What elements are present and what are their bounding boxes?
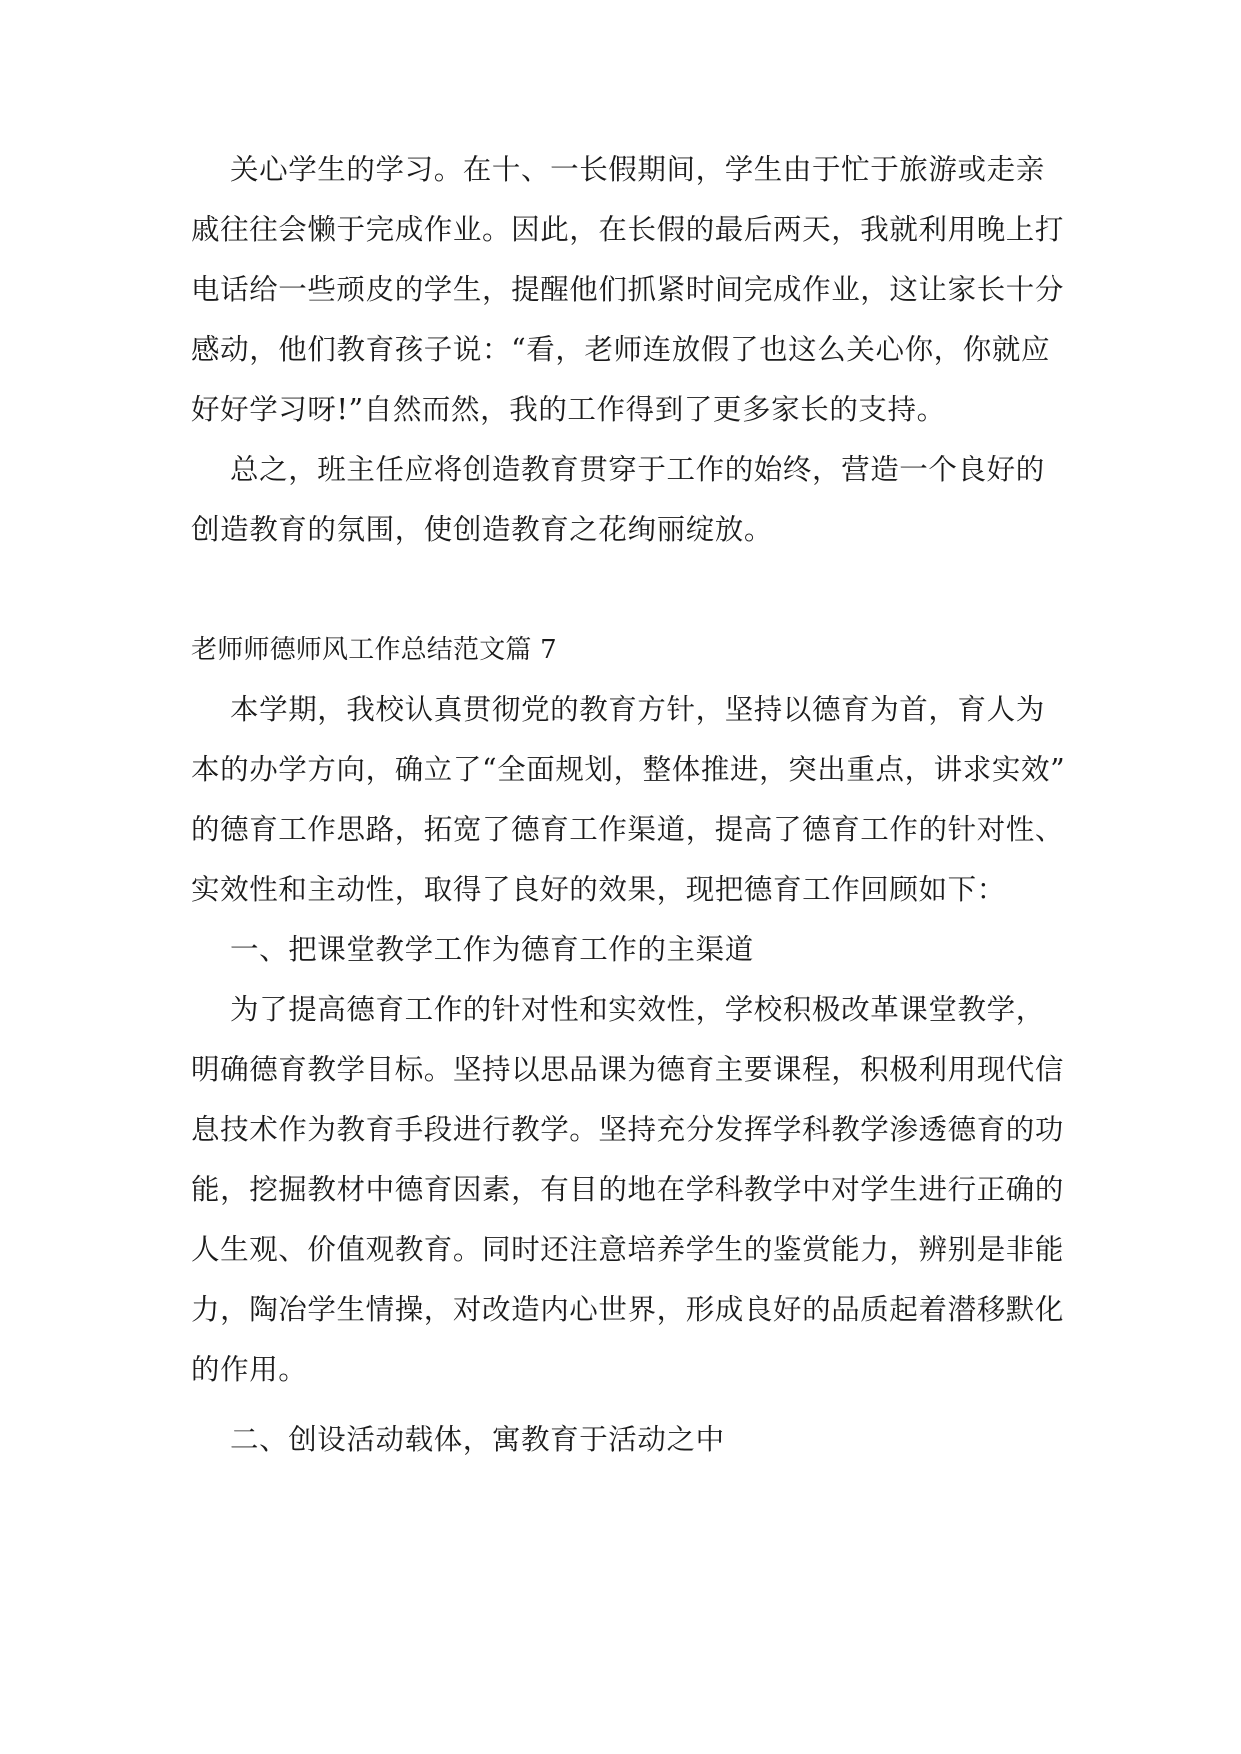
subheading-line: 二、创设活动载体，寓教育于活动之中 [230, 1423, 725, 1456]
paragraph-line: 为了提高德育工作的针对性和实效性，学校积极改革课堂教学， [230, 993, 1045, 1026]
paragraph-line: 的德育工作思路，拓宽了德育工作渠道，提高了德育工作的针对性、 [191, 813, 1065, 846]
paragraph-line: 创造教育的氛围，使创造教育之花绚丽绽放。 [191, 513, 774, 546]
paragraph-line: 实效性和主动性，取得了良好的效果，现把德育工作回顾如下： [191, 873, 1006, 906]
paragraph-line: 人生观、价值观教育。同时还注意培养学生的鉴赏能力，辨别是非能 [191, 1233, 1065, 1266]
paragraph-line: 本学期，我校认真贯彻党的教育方针，坚持以德育为首，育人为 [230, 693, 1045, 726]
paragraph-line: 息技术作为教育手段进行教学。坚持充分发挥学科教学渗透德育的功 [191, 1113, 1065, 1146]
paragraph-line: 总之，班主任应将创造教育贯穿于工作的始终，营造一个良好的 [230, 453, 1045, 486]
paragraph-line: 电话给一些顽皮的学生，提醒他们抓紧时间完成作业，这让家长十分 [191, 273, 1065, 306]
section-heading: 老师师德师风工作总结范文篇 7 [191, 635, 557, 665]
paragraph-line: 本的办学方向，确立了“全面规划，整体推进，突出重点，讲求实效” [191, 753, 1066, 786]
paragraph-line: 好好学习呀!”自然而然，我的工作得到了更多家长的支持。 [191, 393, 946, 426]
paragraph-line: 明确德育教学目标。坚持以思品课为德育主要课程，积极利用现代信 [191, 1053, 1065, 1086]
paragraph-line: 的作用。 [191, 1353, 308, 1386]
subheading-line: 一、把课堂教学工作为德育工作的主渠道 [230, 933, 754, 966]
paragraph-line: 力，陶冶学生情操，对改造内心世界，形成良好的品质起着潜移默化 [191, 1293, 1065, 1326]
paragraph-line: 戚往往会懒于完成作业。因此，在长假的最后两天，我就利用晚上打 [191, 213, 1065, 246]
paragraph-line: 能，挖掘教材中德育因素，有目的地在学科教学中对学生进行正确的 [191, 1173, 1065, 1206]
paragraph-line: 感动，他们教育孩子说：“看，老师连放假了也这么关心你，你就应 [191, 333, 1051, 366]
paragraph-line: 关心学生的学习。在十、一长假期间，学生由于忙于旅游或走亲 [230, 153, 1045, 186]
